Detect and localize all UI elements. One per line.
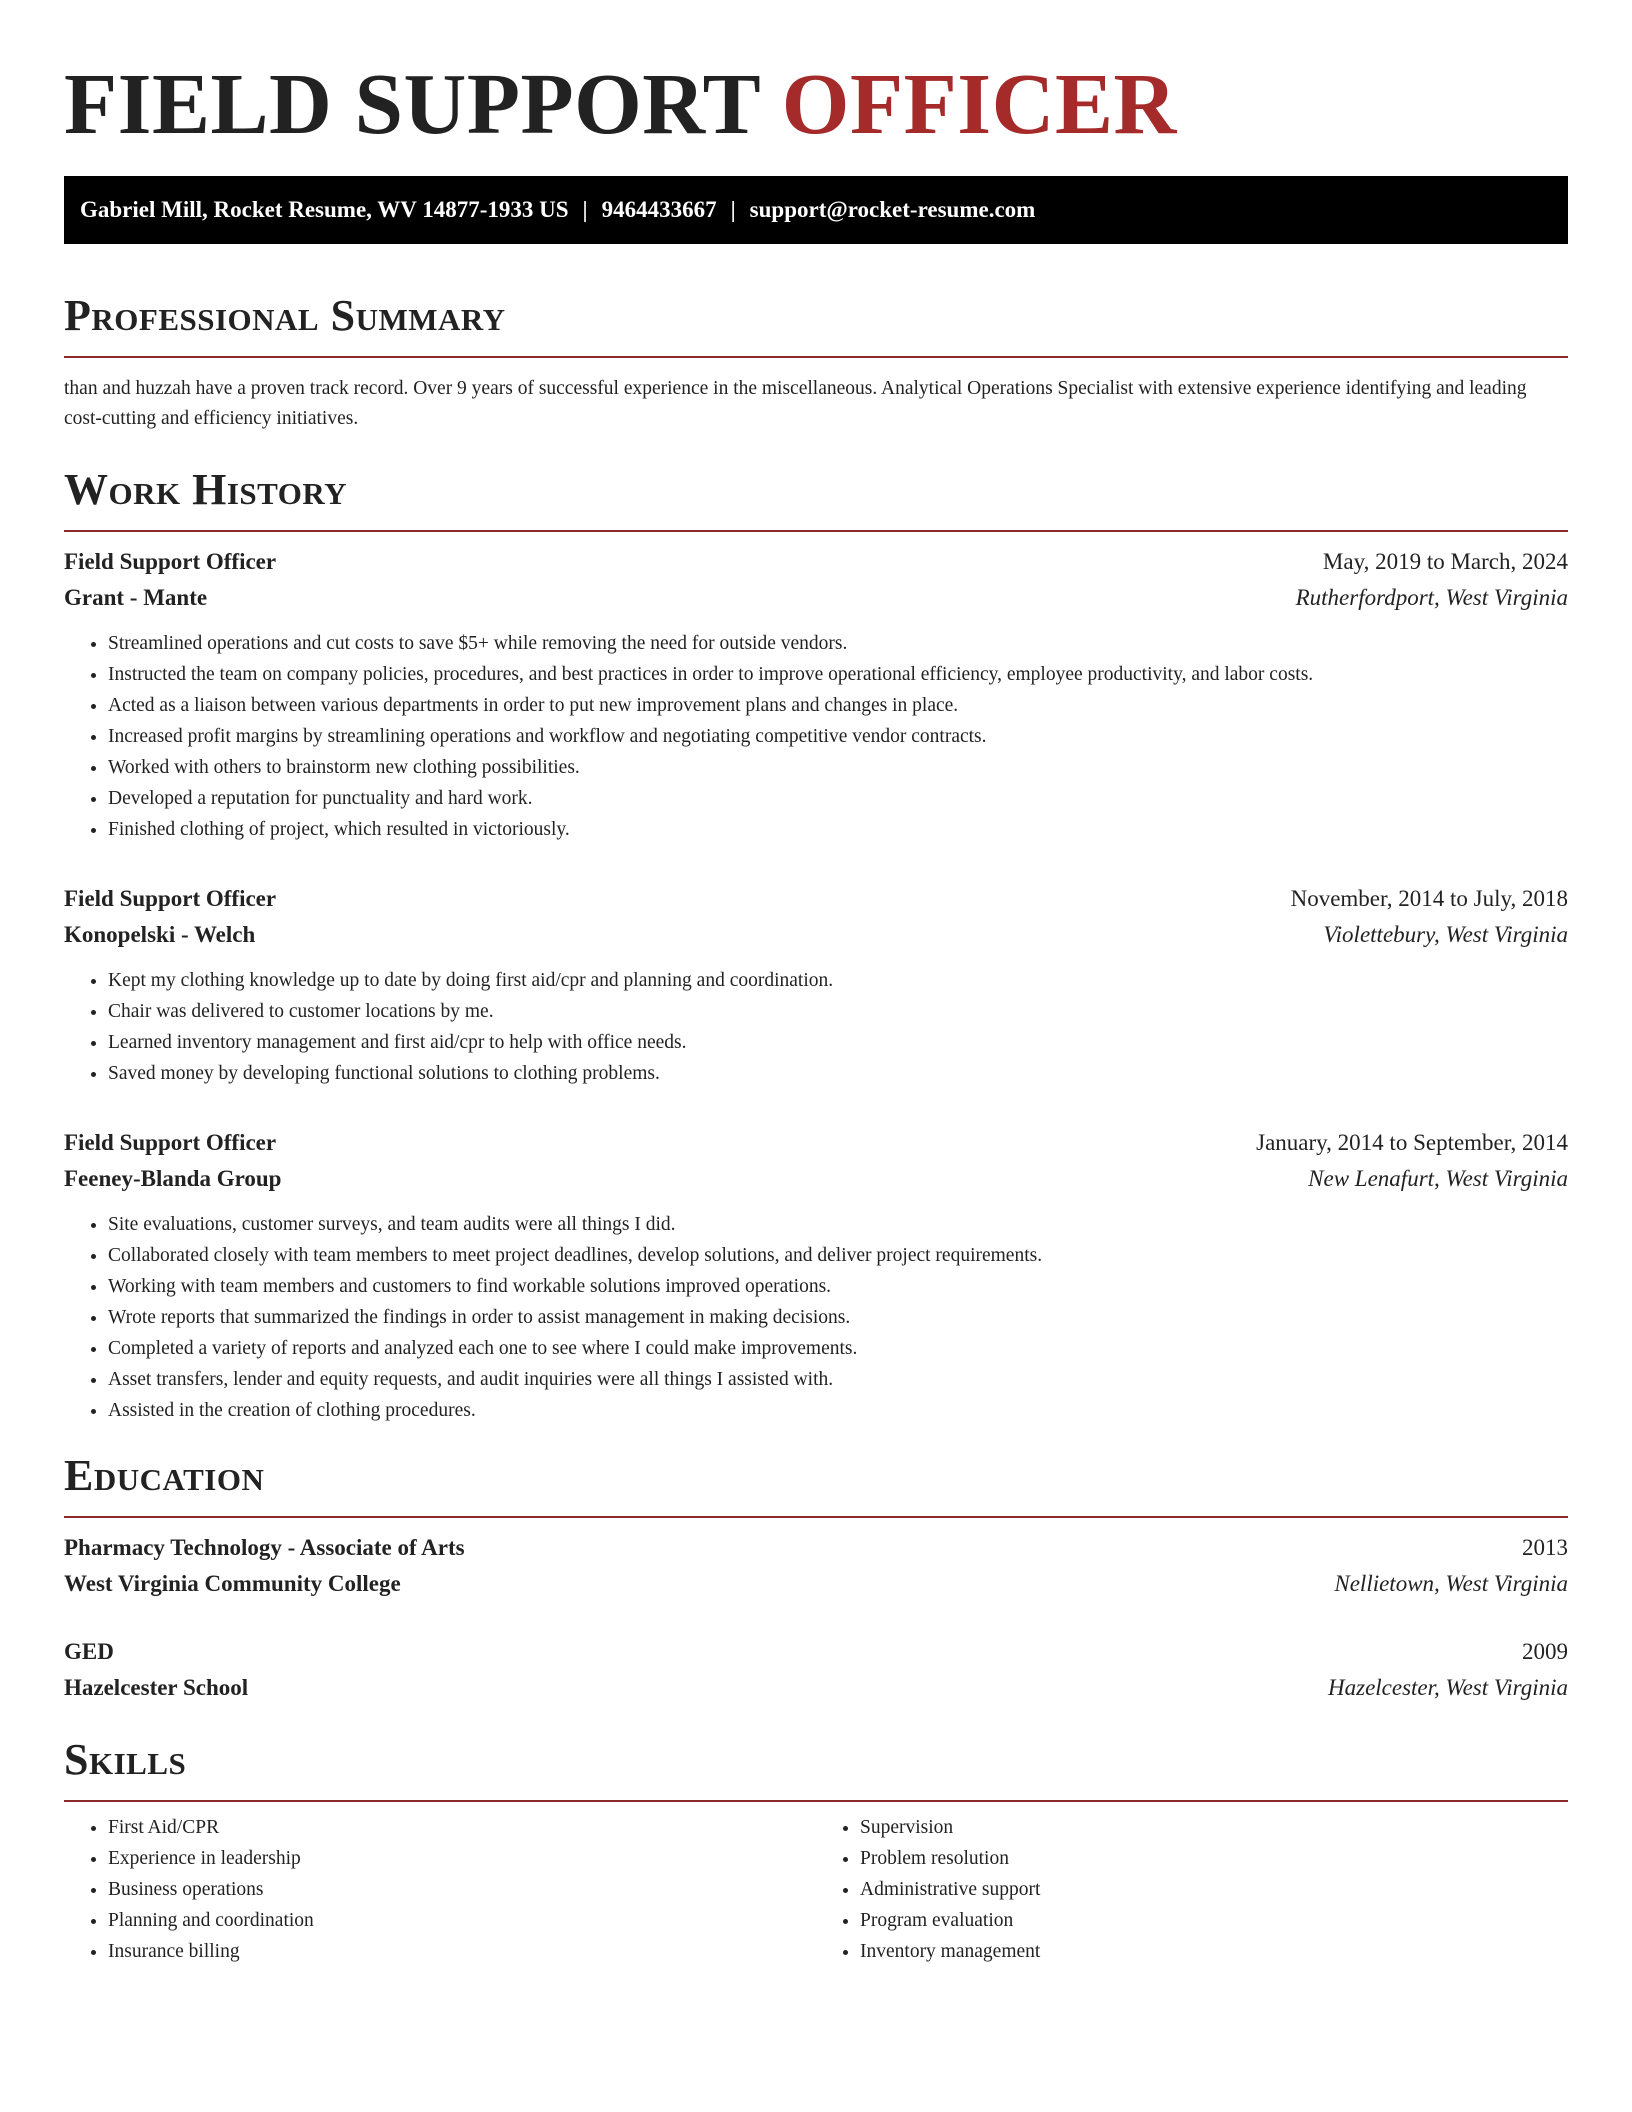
education-year: 2009 — [1522, 1639, 1568, 1664]
job-entry — [64, 1125, 1568, 1426]
education-location: Hazelcester, West Virginia — [1328, 1675, 1568, 1700]
section-divider — [64, 1516, 1568, 1518]
skills-list-right — [816, 1812, 1568, 1967]
job-bullet: • Assisted in the creation of clothing procedures. — [108, 1395, 1568, 1426]
contact-separator: | — [730, 197, 736, 222]
job-bullet: • Finished clothing of project, which resulted in victoriously. — [108, 814, 1568, 845]
education-year: 2013 — [1522, 1535, 1568, 1560]
section-divider — [64, 530, 1568, 532]
education-header — [64, 1634, 1568, 1670]
job-company: Grant - Mante — [64, 585, 208, 610]
job-bullet: • Developed a reputation for punctuality and hard work. — [108, 783, 1568, 814]
resume-title — [64, 0, 1568, 154]
skills-list-left — [64, 1812, 816, 1967]
job-dates: May, 2019 to March, 2024 — [1322, 549, 1568, 574]
job-bullets — [64, 628, 1568, 845]
job-bullet: • Saved money by developing functional solutions to clothing problems. — [108, 1058, 1568, 1089]
job-entry — [64, 544, 1568, 845]
education-school: West Virginia Community College — [64, 1571, 401, 1596]
job-location: New Lenafurt, West Virginia — [1308, 1166, 1568, 1191]
contact-email[interactable]: support@rocket-resume.com — [749, 197, 1036, 222]
skill-item: • Planning and coordination — [108, 1905, 816, 1936]
job-header — [64, 544, 1568, 580]
contact-phone: 9464433667 — [601, 197, 717, 222]
job-subheader — [64, 917, 1568, 953]
job-dates: November, 2014 to July, 2018 — [1290, 886, 1568, 911]
job-bullet: • Asset transfers, lender and equity requests, and audit inquiries were all things I assisted with. — [108, 1364, 1568, 1395]
job-bullet: • Chair was delivered to customer locations by me. — [108, 996, 1568, 1027]
skill-item: • Program evaluation — [860, 1905, 1568, 1936]
job-company: Feeney-Blanda Group — [64, 1166, 282, 1191]
title-main: FIELD SUPPORT — [64, 55, 760, 152]
job-bullet: • Learned inventory management and first aid/cpr to help with office needs. — [108, 1027, 1568, 1058]
job-bullet: • Completed a variety of reports and analyzed each one to see where I could make improvements. — [108, 1333, 1568, 1364]
job-header — [64, 881, 1568, 917]
job-bullet: • Instructed the team on company policies, procedures, and best practices in order to improve operational efficiency, employee productivity, and labor costs. — [108, 659, 1568, 690]
job-bullets — [64, 965, 1568, 1089]
education-heading: Education — [64, 1451, 265, 1500]
work-history-heading: Work History — [64, 465, 348, 514]
skill-item: • Experience in leadership — [108, 1843, 816, 1874]
skill-item: • Inventory management — [860, 1936, 1568, 1967]
education-entry — [64, 1530, 1568, 1602]
job-bullet: • Kept my clothing knowledge up to date by doing first aid/cpr and planning and coordination. — [108, 965, 1568, 996]
job-title: Field Support Officer — [64, 886, 277, 911]
skills-grid — [64, 1802, 1568, 1967]
section-divider — [64, 356, 1568, 358]
job-bullet: • Worked with others to brainstorm new clothing possibilities. — [108, 752, 1568, 783]
job-title: Field Support Officer — [64, 549, 277, 574]
education-header — [64, 1530, 1568, 1566]
skill-item: • Administrative support — [860, 1874, 1568, 1905]
skill-item: • First Aid/CPR — [108, 1812, 816, 1843]
job-subheader — [64, 580, 1568, 616]
title-accent: OFFICER — [781, 55, 1177, 152]
skill-item: • Problem resolution — [860, 1843, 1568, 1874]
education-degree: Pharmacy Technology - Associate of Arts — [64, 1535, 465, 1560]
job-location: Violettebury, West Virginia — [1323, 922, 1568, 947]
job-location: Rutherfordport, West Virginia — [1295, 585, 1568, 610]
job-bullets — [64, 1209, 1568, 1426]
summary-heading: Professional Summary — [64, 291, 506, 340]
job-header — [64, 1125, 1568, 1161]
education-degree: GED — [64, 1639, 114, 1664]
skill-item: • Business operations — [108, 1874, 816, 1905]
education-entry — [64, 1634, 1568, 1706]
education-subheader — [64, 1566, 1568, 1602]
skill-item: • Insurance billing — [108, 1936, 816, 1967]
skill-item: • Supervision — [860, 1812, 1568, 1843]
job-bullet: • Wrote reports that summarized the findings in order to assist management in making decisions. — [108, 1302, 1568, 1333]
job-entry — [64, 881, 1568, 1089]
contact-separator: | — [582, 197, 588, 222]
education-location: Nellietown, West Virginia — [1334, 1571, 1568, 1596]
contact-address: Gabriel Mill, Rocket Resume, WV 14877-1933 US — [80, 197, 569, 222]
job-bullet: • Streamlined operations and cut costs to save $5+ while removing the need for outside vendors. — [108, 628, 1568, 659]
job-dates: January, 2014 to September, 2014 — [1256, 1130, 1568, 1155]
job-bullet: • Working with team members and customers to find workable solutions improved operations. — [108, 1271, 1568, 1302]
contact-bar — [64, 176, 1568, 244]
job-bullet: • Acted as a liaison between various departments in order to put new improvement plans and changes in place. — [108, 690, 1568, 721]
skills-heading: Skills — [64, 1735, 187, 1784]
education-subheader — [64, 1670, 1568, 1706]
job-company: Konopelski - Welch — [64, 922, 256, 947]
job-bullet: • Increased profit margins by streamlining operations and workflow and negotiating competitive vendor contracts. — [108, 721, 1568, 752]
job-subheader — [64, 1161, 1568, 1197]
job-bullet: • Site evaluations, customer surveys, and team audits were all things I did. — [108, 1209, 1568, 1240]
education-school: Hazelcester School — [64, 1675, 249, 1700]
job-title: Field Support Officer — [64, 1130, 277, 1155]
job-bullet: • Collaborated closely with team members to meet project deadlines, develop solutions, and deliver project requirements. — [108, 1240, 1568, 1271]
summary-text: than and huzzah have a proven track record. Over 9 years of successful experience in the miscellaneous. Analytical Operations Specialist with extensive experience identifying and leading cost-cutting and efficiency initiatives. — [64, 378, 1527, 429]
